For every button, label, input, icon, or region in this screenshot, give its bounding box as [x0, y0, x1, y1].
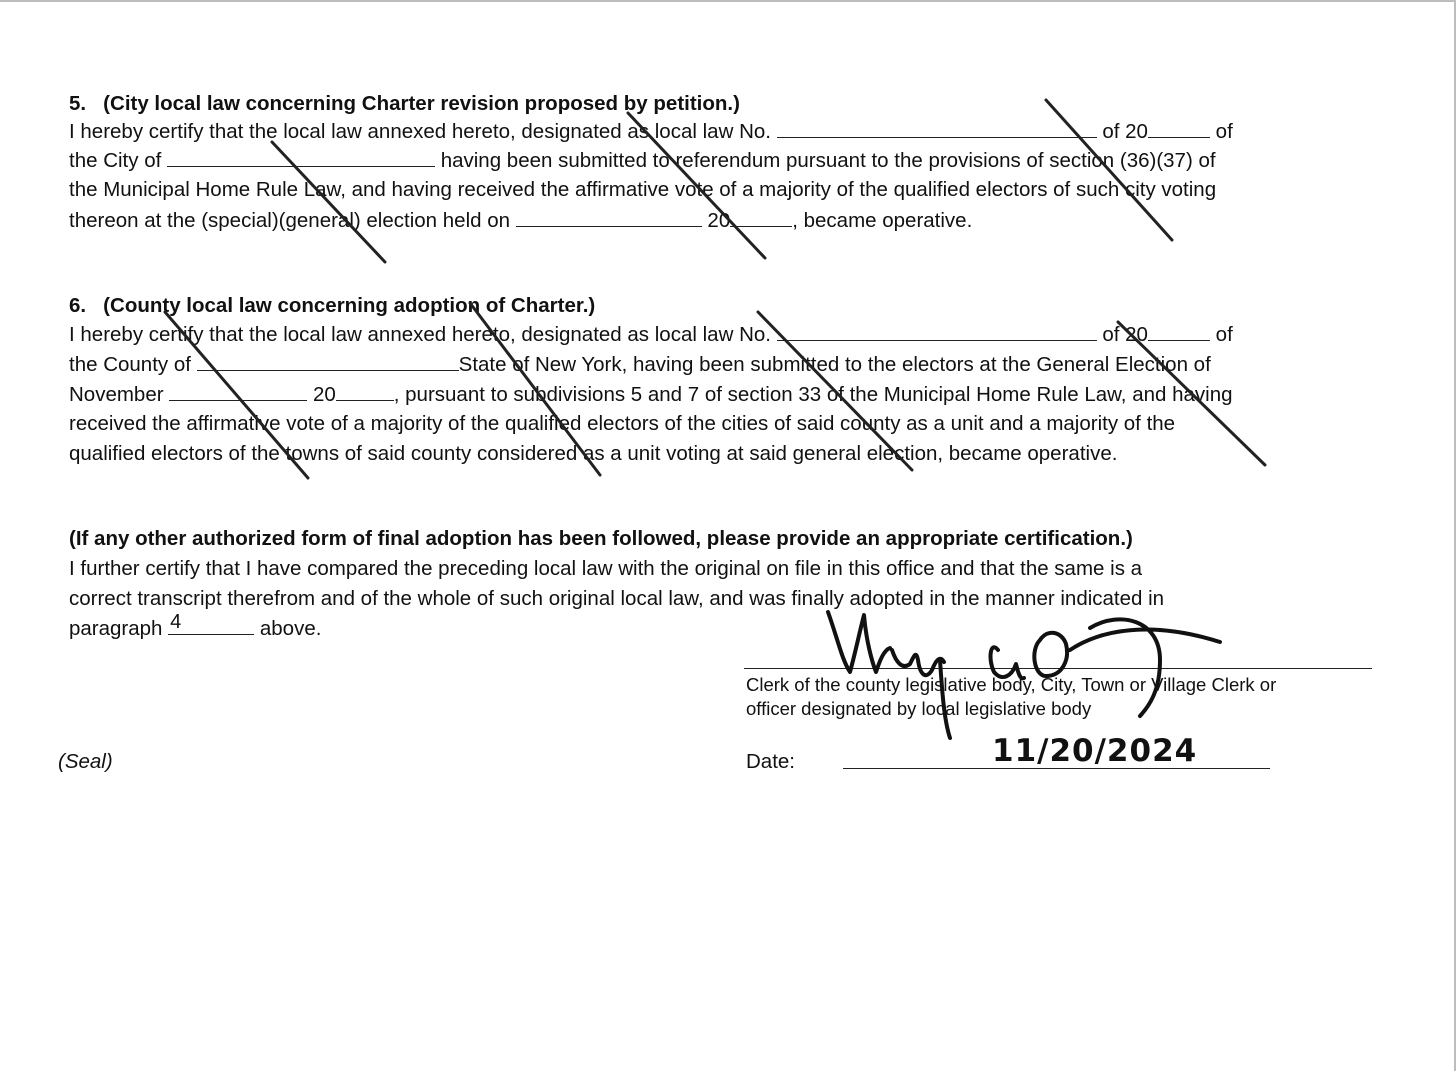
handwritten-date: 11/20/2024 [992, 733, 1198, 769]
paragraph-value: 4 [170, 611, 182, 633]
section5-line1: I hereby certify that the local law annexed hereto, designated as local law No. of 20 of [69, 120, 1233, 143]
clerk-caption-line2: officer designated by local legislative body [746, 698, 1092, 719]
section6-line1: I hereby certify that the local law annexed hereto, designated as local law No. of 20 of [69, 323, 1233, 346]
section6-line3: November 20 , pursuant to subdivisions 5 and 7 of section 33 of the Municipal Home Rule Law, and having [69, 383, 1233, 406]
local-law-number-blank[interactable] [777, 120, 1097, 138]
clerk-caption-line1: Clerk of the county legislative body, City, Town or Village Clerk or [746, 674, 1277, 695]
section5-line2: the City of having been submitted to referendum pursuant to the provisions of section (36)(37) of [69, 149, 1216, 172]
section6-line4: received the affirmative vote of a majority of the qualified electors of the cities of said county as a unit and a majority of the [69, 412, 1176, 435]
year-blank[interactable] [1148, 120, 1210, 138]
section5-line3: the Municipal Home Rule Law, and having received the affirmative vote of a majority of the qualified electors of such city voting [69, 178, 1217, 201]
paragraph-blank[interactable] [168, 611, 254, 635]
section5-line4: thereon at the (special)(general) election held on 20 , became operative. [69, 209, 973, 232]
date-label: Date: [746, 750, 795, 773]
signature-line [744, 668, 1372, 669]
section6-line2: the County of State of New York, having been submitted to the electors at the General Election of [69, 353, 1211, 376]
section6-heading: 6. (County local law concerning adoption of Charter.) [69, 294, 596, 317]
november-year-blank[interactable] [336, 383, 394, 401]
county-year-blank[interactable] [1148, 323, 1210, 341]
november-date-blank[interactable] [169, 383, 307, 401]
section6-line5: qualified electors of the towns of said county considered as a unit voting at said general election, became operative. [69, 442, 1118, 465]
county-name-blank[interactable] [197, 353, 459, 371]
election-year-blank[interactable] [730, 209, 792, 227]
section5-heading: 5. (City local law concerning Charter revision proposed by petition.) [69, 92, 740, 115]
final-heading: (If any other authorized form of final adoption has been followed, please provide an appropriate certification.) [69, 527, 1133, 550]
city-name-blank[interactable] [167, 149, 435, 167]
final-line3: paragraph 4 above. [69, 611, 322, 640]
county-local-law-number-blank[interactable] [777, 323, 1097, 341]
final-line1: I further certify that I have compared the preceding local law with the original on file in this office and that the same is a [69, 557, 1143, 580]
seal-label: (Seal) [58, 750, 113, 773]
final-line2: correct transcript therefrom and of the whole of such original local law, and was finally adopted in the manner indicated in [69, 587, 1165, 610]
election-date-blank[interactable] [516, 209, 702, 227]
